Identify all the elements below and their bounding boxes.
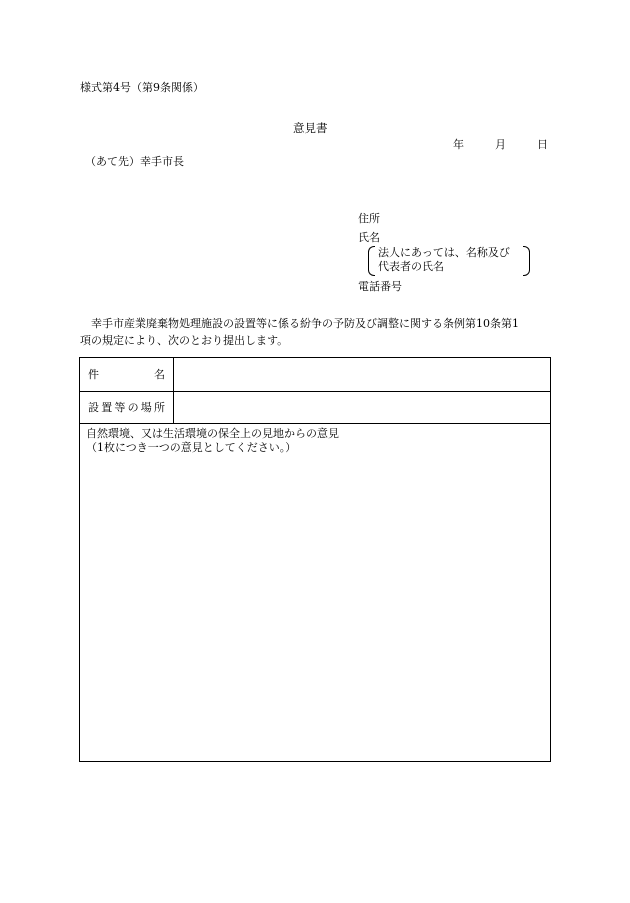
location-label-char: 等 xyxy=(114,400,126,414)
date-day-label: 日 xyxy=(537,138,548,151)
subject-row xyxy=(80,358,550,392)
right-bracket xyxy=(523,246,530,276)
location-label-char: 置 xyxy=(101,400,113,414)
date-year-label: 年 xyxy=(453,138,464,151)
location-label-char: 所 xyxy=(153,400,165,414)
left-bracket xyxy=(368,246,375,276)
body-line-2: 項の規定により、次のとおり提出します。 xyxy=(80,334,289,347)
corporation-note-line1: 法人にあっては、名称及び xyxy=(378,246,510,259)
corporation-note xyxy=(368,246,530,276)
opinion-note: （1枚につき一つの意見としてください。） xyxy=(86,441,297,454)
location-label-char: の xyxy=(127,400,139,414)
location-row xyxy=(80,392,550,424)
name-label: 氏名 xyxy=(358,231,380,244)
body-text xyxy=(80,315,555,349)
subject-label-char: 名 xyxy=(154,367,165,381)
body-line-1: 幸手市産業廃棄物処理施設の設置等に係る紛争の予防及び調整に関する条例第10条第1 xyxy=(91,317,519,330)
location-input[interactable] xyxy=(174,392,550,423)
subject-input[interactable] xyxy=(174,358,550,391)
opinion-area[interactable] xyxy=(80,424,550,761)
date-line xyxy=(453,138,548,152)
document-title: 意見書 xyxy=(293,121,328,135)
opinion-form-table xyxy=(79,357,551,762)
addressee: （あて先）幸手市長 xyxy=(85,155,184,168)
location-label-cell xyxy=(80,392,174,423)
date-month-label: 月 xyxy=(495,138,506,151)
subject-label-cell xyxy=(80,358,174,391)
location-label-char: 設 xyxy=(88,400,99,414)
phone-label: 電話番号 xyxy=(358,280,402,293)
address-label: 住所 xyxy=(358,212,380,225)
corporation-note-line2: 代表者の氏名 xyxy=(378,260,444,273)
location-label-char: 場 xyxy=(140,400,152,414)
form-number: 様式第4号（第9条関係） xyxy=(80,81,204,94)
opinion-heading: 自然環境、又は生活環境の保全上の見地からの意見 xyxy=(86,427,339,440)
subject-label-char: 件 xyxy=(88,367,99,381)
